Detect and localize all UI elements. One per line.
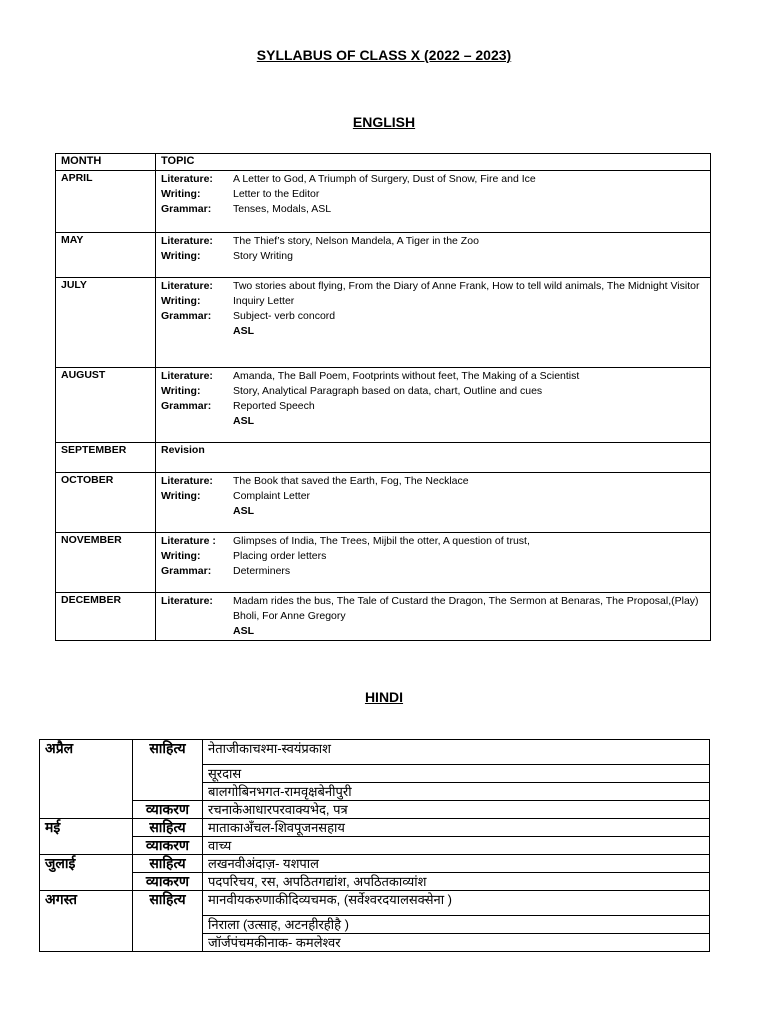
topic-entry	[161, 202, 705, 217]
entry-text: A Letter to God, A Triumph of Surgery, Dust of Snow, Fire and Ice	[233, 173, 536, 185]
month-cell: SEPTEMBER	[56, 443, 156, 473]
hindi-row	[40, 855, 710, 873]
hindi-topic-cell: निराला (उत्साह, अटनहीरहीहै )	[203, 916, 710, 934]
entry-label: Literature:	[161, 370, 213, 382]
hindi-row	[40, 873, 710, 891]
english-row-july	[56, 278, 711, 368]
hindi-topic-cell: माताकाअँचल-शिवपूजनसहाय	[203, 819, 710, 837]
hindi-topic-cell: जॉर्जपंचमकीनाक- कमलेश्वर	[203, 934, 710, 952]
topic-entry	[161, 624, 705, 639]
entry-text: Determiners	[233, 565, 291, 577]
english-row-may	[56, 233, 711, 278]
hindi-category-cell: व्याकरण	[133, 837, 203, 855]
hindi-heading: HINDI	[364, 689, 404, 705]
hindi-row	[40, 891, 710, 916]
topic-cell	[156, 593, 711, 641]
month-cell: DECEMBER	[56, 593, 156, 641]
entry-label: Writing:	[161, 295, 201, 307]
hindi-topic-cell: वाच्य	[203, 837, 710, 855]
hindi-topic-cell: पदपरिचय, रस, अपठितगद्यांश, अपठितकाव्यांश	[203, 873, 710, 891]
hindi-month-cell: मई	[40, 819, 133, 837]
hindi-row	[40, 819, 710, 837]
month-cell: APRIL	[56, 171, 156, 233]
entry-label: Grammar:	[161, 203, 212, 215]
topic-entry	[161, 564, 705, 579]
entry-label	[161, 624, 233, 639]
entry-text: Story Writing	[233, 250, 293, 262]
hindi-topic-cell: मानवीयकरुणाकीदिव्यचमक, (सर्वेश्वरदयालसक्सेना )	[203, 891, 710, 916]
entry-text: The Thief’s story, Nelson Mandela, A Tiger in the Zoo	[233, 235, 479, 247]
month-cell: MAY	[56, 233, 156, 278]
entry-text: Placing order letters	[233, 550, 327, 562]
hindi-month-cell	[40, 916, 133, 934]
entry-label: Literature:	[161, 235, 213, 247]
entry-text: ASL	[233, 325, 254, 337]
hindi-month-cell	[40, 765, 133, 783]
hindi-syllabus-table	[39, 739, 710, 952]
topic-column-header: TOPIC	[156, 154, 711, 171]
hindi-category-cell	[133, 916, 203, 934]
entry-text: Two stories about flying, From the Diary of Anne Frank, How to tell wild animals, The Midnight Visitor	[233, 280, 700, 292]
hindi-category-cell: साहित्य	[133, 740, 203, 765]
entry-text: The Book that saved the Earth, Fog, The Necklace	[233, 475, 469, 487]
topic-entry	[161, 504, 705, 519]
hindi-topic-cell: रचनाकेआधारपरवाक्यभेद, पत्र	[203, 801, 710, 819]
english-row-october	[56, 473, 711, 533]
topic-cell	[156, 368, 711, 443]
topic-cell	[156, 233, 711, 278]
hindi-month-cell	[40, 873, 133, 891]
topic-entry	[161, 414, 705, 429]
month-column-header: MONTH	[56, 154, 156, 171]
entry-text: ASL	[233, 505, 254, 517]
topic-entry	[161, 234, 705, 249]
entry-label: Grammar:	[161, 565, 212, 577]
entry-text: Subject- verb concord	[233, 310, 336, 322]
hindi-row	[40, 765, 710, 783]
month-cell: OCTOBER	[56, 473, 156, 533]
hindi-category-cell: साहित्य	[133, 855, 203, 873]
english-row-december	[56, 593, 711, 641]
topic-entry	[161, 249, 705, 264]
topic-cell	[156, 533, 711, 593]
entry-text: Madam rides the bus, The Tale of Custard the Dragon, The Sermon at Benaras, The Proposal,(Play) Bholi, For Anne Gregory	[233, 595, 699, 622]
hindi-row	[40, 916, 710, 934]
entry-text: ASL	[233, 625, 254, 637]
topic-cell	[156, 443, 711, 473]
hindi-month-cell	[40, 783, 133, 801]
topic-entry	[161, 279, 705, 294]
entry-label: Grammar:	[161, 400, 212, 412]
topic-entry	[161, 384, 705, 399]
entry-text: Letter to the Editor	[233, 188, 320, 200]
entry-text: Reported Speech	[233, 400, 315, 412]
hindi-category-cell	[133, 783, 203, 801]
topic-entry	[161, 474, 705, 489]
topic-entry	[161, 369, 705, 384]
entry-label: Grammar:	[161, 310, 212, 322]
hindi-month-cell	[40, 801, 133, 819]
topic-entry	[161, 324, 705, 339]
entry-label	[161, 324, 233, 339]
hindi-month-cell: अप्रैल	[40, 740, 133, 765]
hindi-month-cell: अगस्त	[40, 891, 133, 916]
hindi-topic-cell: लखनवीअंदाज़- यशपाल	[203, 855, 710, 873]
entry-label: Writing:	[161, 385, 201, 397]
entry-label: Literature:	[161, 173, 213, 185]
topic-cell	[156, 278, 711, 368]
hindi-category-cell	[133, 934, 203, 952]
english-row-november	[56, 533, 711, 593]
entry-label	[161, 504, 233, 519]
hindi-category-cell: साहित्य	[133, 819, 203, 837]
entry-label: Writing:	[161, 550, 201, 562]
entry-label: Literature:	[161, 280, 213, 292]
hindi-row	[40, 783, 710, 801]
entry-label	[161, 414, 233, 429]
revision-label: Revision	[161, 444, 205, 456]
topic-entry	[161, 172, 705, 187]
month-cell: NOVEMBER	[56, 533, 156, 593]
hindi-month-cell	[40, 837, 133, 855]
topic-entry	[161, 399, 705, 414]
entry-label: Literature:	[161, 475, 213, 487]
entry-label: Literature :	[161, 535, 216, 547]
hindi-row	[40, 934, 710, 952]
topic-cell	[156, 473, 711, 533]
hindi-month-cell	[40, 934, 133, 952]
topic-entry	[161, 294, 705, 309]
topic-cell	[156, 171, 711, 233]
entry-label: Writing:	[161, 188, 201, 200]
topic-entry	[161, 594, 705, 624]
hindi-month-cell: जुलाई	[40, 855, 133, 873]
hindi-category-cell: व्याकरण	[133, 873, 203, 891]
english-row-september	[56, 443, 711, 473]
entry-text: Complaint Letter	[233, 490, 311, 502]
month-cell: JULY	[56, 278, 156, 368]
hindi-row	[40, 801, 710, 819]
month-cell: AUGUST	[56, 368, 156, 443]
entry-text: Story, Analytical Paragraph based on data, chart, Outline and cues	[233, 385, 543, 397]
entry-text: Tenses, Modals, ASL	[233, 203, 332, 215]
hindi-row	[40, 837, 710, 855]
english-row-august	[56, 368, 711, 443]
hindi-topic-cell: सूरदास	[203, 765, 710, 783]
english-header-row	[56, 154, 711, 171]
hindi-category-cell: साहित्य	[133, 891, 203, 916]
hindi-category-cell: व्याकरण	[133, 801, 203, 819]
entry-text: Glimpses of India, The Trees, Mijbil the otter, A question of trust,	[233, 535, 530, 547]
page-title: SYLLABUS OF CLASS X (2022 – 2023)	[256, 47, 512, 63]
topic-entry	[161, 187, 705, 202]
entry-label: Writing:	[161, 490, 201, 502]
topic-entry	[161, 549, 705, 564]
entry-text: ASL	[233, 415, 254, 427]
english-syllabus-table	[55, 153, 711, 641]
hindi-topic-cell: बालगोबिनभगत-रामवृक्षबेनीपुरी	[203, 783, 710, 801]
topic-entry	[161, 489, 705, 504]
topic-entry	[161, 534, 705, 549]
english-heading: ENGLISH	[352, 114, 416, 130]
hindi-row	[40, 740, 710, 765]
hindi-category-cell	[133, 765, 203, 783]
entry-label: Literature:	[161, 595, 213, 607]
hindi-topic-cell: नेताजीकाचश्मा-स्वयंप्रकाश	[203, 740, 710, 765]
english-row-april	[56, 171, 711, 233]
topic-entry	[161, 309, 705, 324]
entry-label: Writing:	[161, 250, 201, 262]
entry-text: Inquiry Letter	[233, 295, 295, 307]
entry-text: Amanda, The Ball Poem, Footprints without feet, The Making of a Scientist	[233, 370, 580, 382]
